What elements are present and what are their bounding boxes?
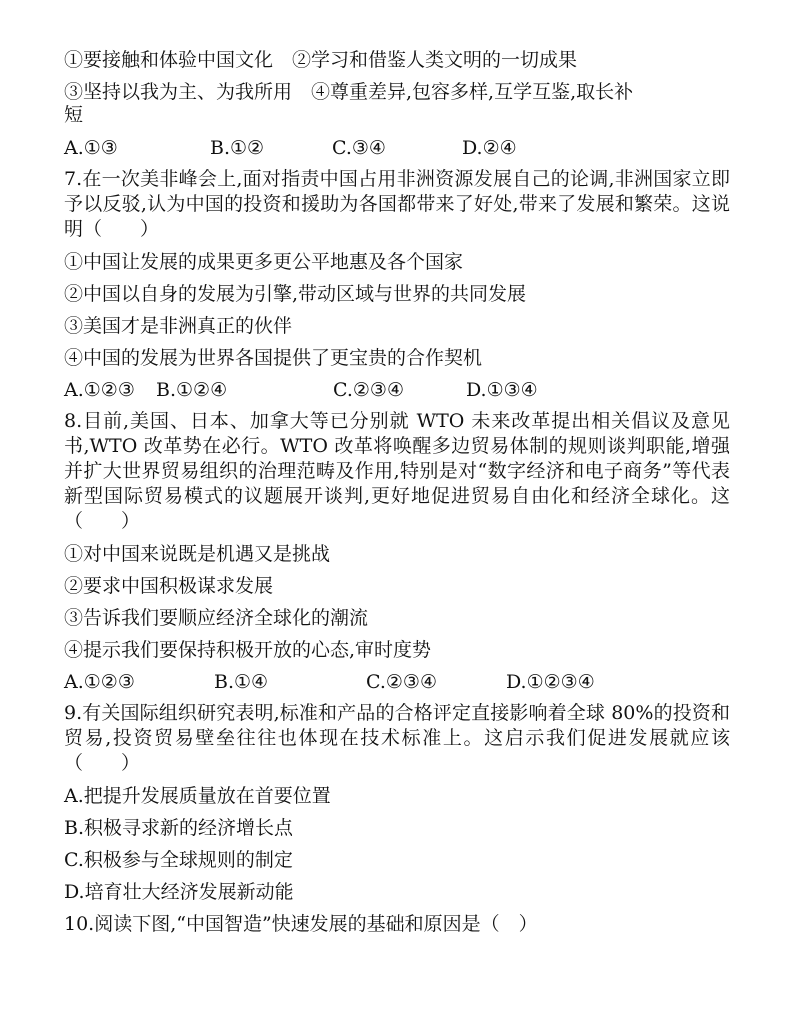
choice-b: B.①④	[214, 671, 269, 693]
answer-choices	[64, 666, 730, 698]
prev-question	[64, 44, 730, 164]
question-stem: 10.阅读下图,“中国智造”快速发展的基础和原因是（ ）	[64, 913, 538, 935]
question-7	[64, 167, 730, 406]
option-line: ③告诉我们要顺应经济全球化的潮流	[64, 607, 369, 629]
question-stem: 7.在一次美非峰会上,面对指责中国占用非洲资源发展自己的论调,非洲国家立即予以反驳,认为中国的投资和援助为各国都带来了好处,带来了发展和繁荣。这说明（ ）	[64, 168, 730, 240]
option-line: ④提示我们要保持积极开放的心态,审时度势	[64, 639, 432, 661]
question-stem: 8.目前,美国、日本、加拿大等已分别就 WTO 未来改革提出相关倡议及意见书,WTO 改革势在必行。WTO 改革将唤醒多边贸易体制的规则谈判职能,增强并扩大世界贸易组织的治理范畴及作用,特别是对“数字经济和电子商务”等代表新型国际贸易模式的议题展开谈判,更好地促进贸易自由化和经济全球化。这（ ）	[64, 410, 730, 532]
option-line: 短	[64, 104, 84, 126]
option-line: ③美国才是非洲真正的伙伴	[64, 315, 293, 337]
answer-choices	[64, 132, 730, 164]
question-stem: 9.有关国际组织研究表明,标准和产品的合格评定直接影响着全球 80%的投资和贸易,投资贸易壁垒往往也体现在技术标准上。这启示我们促进发展就应该（ ）	[64, 702, 730, 774]
option-line: C.积极参与全球规则的制定	[64, 849, 293, 871]
choice-c: C.②③④	[366, 671, 437, 693]
answer-choices	[64, 374, 730, 406]
option-line: D.培育壮大经济发展新动能	[64, 881, 294, 903]
option-line: ①中国让发展的成果更多更公平地惠及各个国家	[64, 251, 464, 273]
option-line: ③坚持以我为主、为我所用 ④尊重差异,包容多样,互学互鉴,取长补	[64, 81, 634, 103]
option-line: ①要接触和体验中国文化 ②学习和借鉴人类文明的一切成果	[64, 49, 578, 71]
option-line: ②中国以自身的发展为引擎,带动区域与世界的共同发展	[64, 283, 527, 305]
choice-a: A.①②③	[64, 379, 135, 401]
choice-d: D.①②③④	[506, 671, 595, 693]
option-line: ④中国的发展为世界各国提供了更宝贵的合作契机	[64, 347, 483, 369]
choice-a: A.①③	[64, 137, 118, 159]
option-line: ①对中国来说既是机遇又是挑战	[64, 543, 331, 565]
option-line: ②要求中国积极谋求发展	[64, 575, 274, 597]
option-line: A.把提升发展质量放在首要位置	[64, 785, 331, 807]
choice-d: D.①③④	[466, 379, 538, 401]
question-8	[64, 409, 730, 698]
choice-b: B.①②	[210, 137, 265, 159]
question-9	[64, 701, 730, 908]
choice-a: A.①②③	[64, 671, 135, 693]
choice-d: D.②④	[462, 137, 517, 159]
choice-c: C.②③④	[333, 379, 404, 401]
choice-b: B.①②④	[156, 379, 228, 401]
question-10	[64, 908, 730, 940]
choice-c: C.③④	[332, 137, 386, 159]
option-line: B.积极寻求新的经济增长点	[64, 817, 294, 839]
